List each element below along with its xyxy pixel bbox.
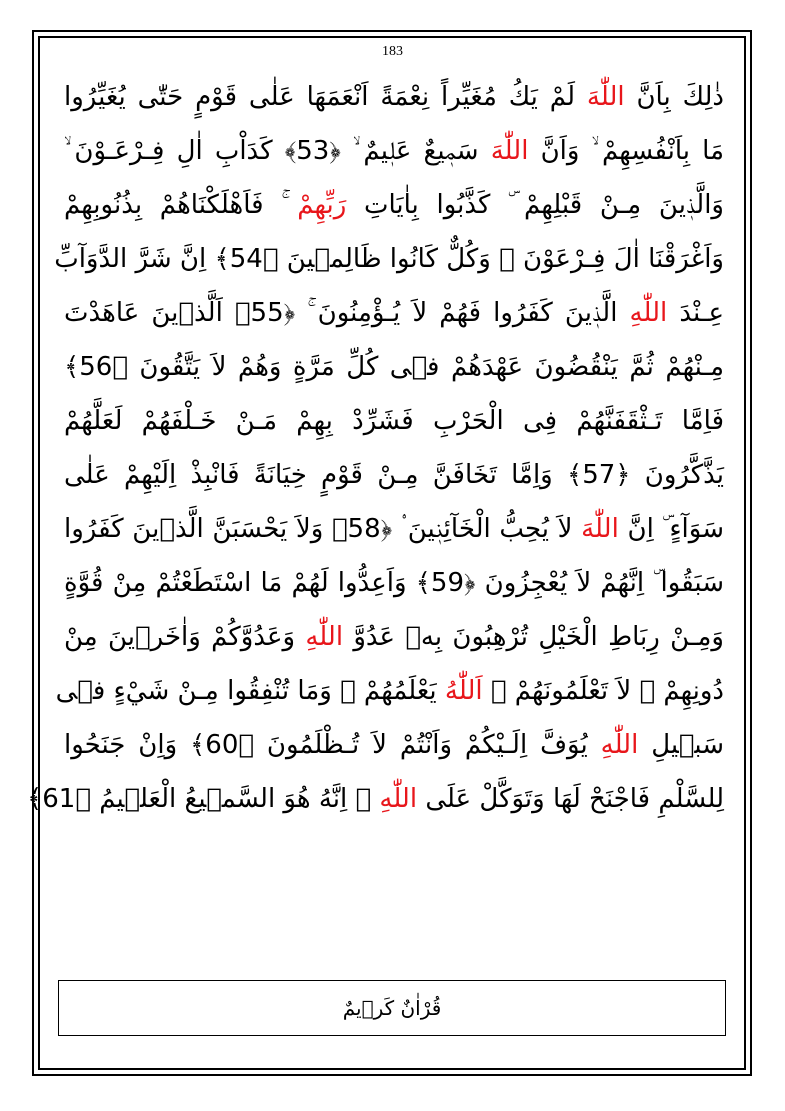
- text-line: [64, 340, 724, 394]
- text-segment: سَوَآءٍ ۜ اِنَّ: [618, 514, 725, 544]
- text-segment: الَّذٖينَ كَفَرُوا فَهُمْ لاَ يُـؤْمِنُونَ ۚ ﴿55﴾ اَلَّذٖينَ عَاهَدْتَ: [64, 298, 630, 328]
- text-segment: دُونِهِمْ ۚ لاَ تَعْلَمُونَهُمْ ۚ: [482, 676, 724, 706]
- text-line: [64, 178, 724, 232]
- text-segment: مِـنْهُمْ ثُمَّ يَنْقُضُونَ عَهْدَهُمْ فٖى كُلِّ مَرَّةٍ وَهُمْ لاَ يَتَّقُونَ ﴿56﴾: [64, 352, 724, 382]
- text-segment: ذٰلِكَ بِاَنَّ: [624, 82, 725, 112]
- text-segment: سَمٖيعٌ عَلٖيمٌ ۙ ﴿53﴾ كَدَاْبِ اٰلِ فِـرْعَـوْنَ ۙ: [64, 136, 491, 166]
- divine-name: اللّٰهِ: [305, 622, 344, 652]
- text-segment: ۚ فَاَهْلَكْنَاهُمْ بِذُنُوبِهِمْ: [64, 190, 298, 220]
- divine-name: اَللّٰهُ: [444, 676, 483, 706]
- text-line: [64, 70, 724, 124]
- text-segment: عِـنْدَ: [667, 298, 724, 328]
- quran-text-block: [27, 70, 725, 826]
- page-number: 183: [382, 44, 403, 59]
- divine-name: اللّٰهَ: [490, 136, 529, 166]
- text-segment: لِلسَّلْمِ فَاجْنَحْ لَهَا وَتَوَكَّلْ عَلَى: [417, 784, 724, 814]
- text-line: [64, 718, 724, 772]
- text-line: [64, 610, 724, 664]
- divine-name: اللّٰهَ: [581, 514, 619, 544]
- text-segment: وَعَدُوَّكُمْ وَاٰخَرٖينَ مِنْ: [64, 622, 306, 652]
- divine-name: اللّٰهِ: [600, 730, 639, 760]
- text-line: [64, 556, 724, 610]
- text-line: [64, 394, 724, 448]
- text-segment: لَمْ يَكُ مُغَيِّراً نِعْمَةً اَنْعَمَهَا عَلٰى قَوْمٍ حَتّٰى يُغَيِّرُوا: [64, 82, 587, 112]
- text-line: [64, 286, 724, 340]
- text-segment: فَاِمَّا تَـثْقَفَنَّهُمْ فِى الْحَرْبِ فَشَرِّدْ بِهِمْ مَـنْ خَـلْفَهُمْ لَعَلَّهُمْ: [64, 406, 724, 436]
- divine-name: اللّٰهَ: [586, 82, 625, 112]
- divine-name: اللّٰهِ: [379, 784, 418, 814]
- text-line: [27, 772, 724, 826]
- text-segment: مَا بِاَنْفُسِهِمْ ۙ وَاَنَّ: [528, 136, 725, 166]
- text-segment: سَبَقُوا ۜ اِنَّهُمْ لاَ يُعْجِزُونَ ﴿59﴾ وَاَعِدُّوا لَهُمْ مَا اسْتَطَعْتُمْ مِنْ قُوَّةٍ: [64, 568, 724, 598]
- text-line: [64, 124, 724, 178]
- text-segment: لاَ يُحِبُّ الْخَآئِنٖينَ ۟ ﴿58﴾ وَلاَ يَحْسَبَنَّ الَّذٖينَ كَفَرُوا: [64, 514, 582, 544]
- text-segment: يُوَفَّ اِلَـيْكُمْ وَاَنْتُمْ لاَ تُـظْلَمُونَ ﴿60﴾ وَاِنْ جَنَحُوا: [64, 730, 601, 760]
- divine-name: رَبِّهِمْ: [297, 190, 347, 220]
- text-segment: ۜ اِنَّهُ هُوَ السَّمٖيعُ الْعَلٖيمُ ﴿61﴾: [27, 784, 380, 814]
- footer-title: قُرْاٰنٌ كَرٖيمٌ: [342, 996, 442, 1020]
- text-segment: سَبٖيلِ: [638, 730, 724, 760]
- text-line: [64, 502, 724, 556]
- text-segment: يَذَّكَّرُونَ ﴿57﴾ وَاِمَّا تَخَافَنَّ مِـنْ قَوْمٍ خِيَانَةً فَانْبِذْ اِلَيْهِمْ عَلٰى: [64, 460, 724, 490]
- text-line: [55, 664, 724, 718]
- text-line: [64, 448, 724, 502]
- divine-name: اللّٰهِ: [629, 298, 668, 328]
- text-segment: وَمِـنْ رِبَاطِ الْخَيْلِ تُرْهِبُونَ بِهٖ عَدُوَّ: [343, 622, 724, 652]
- footer-title-box: [58, 980, 726, 1036]
- text-segment: يَعْلَمُهُمْ ۜ وَمَا تُنْفِقُوا مِـنْ شَيْءٍ فٖى: [55, 676, 445, 706]
- text-segment: وَاَغْرَقْنَا اٰلَ فِـرْعَوْنَ ۚ وَكُلٌّ كَانُوا ظَالِمٖينَ ﴿54﴾ اِنَّ شَرَّ الدَّوَآبِّ: [54, 244, 724, 274]
- text-segment: وَالَّذٖينَ مِـنْ قَبْلِهِمْ ۜ كَذَّبُوا بِاٰيَاتِ: [346, 190, 724, 220]
- text-line: [54, 232, 724, 286]
